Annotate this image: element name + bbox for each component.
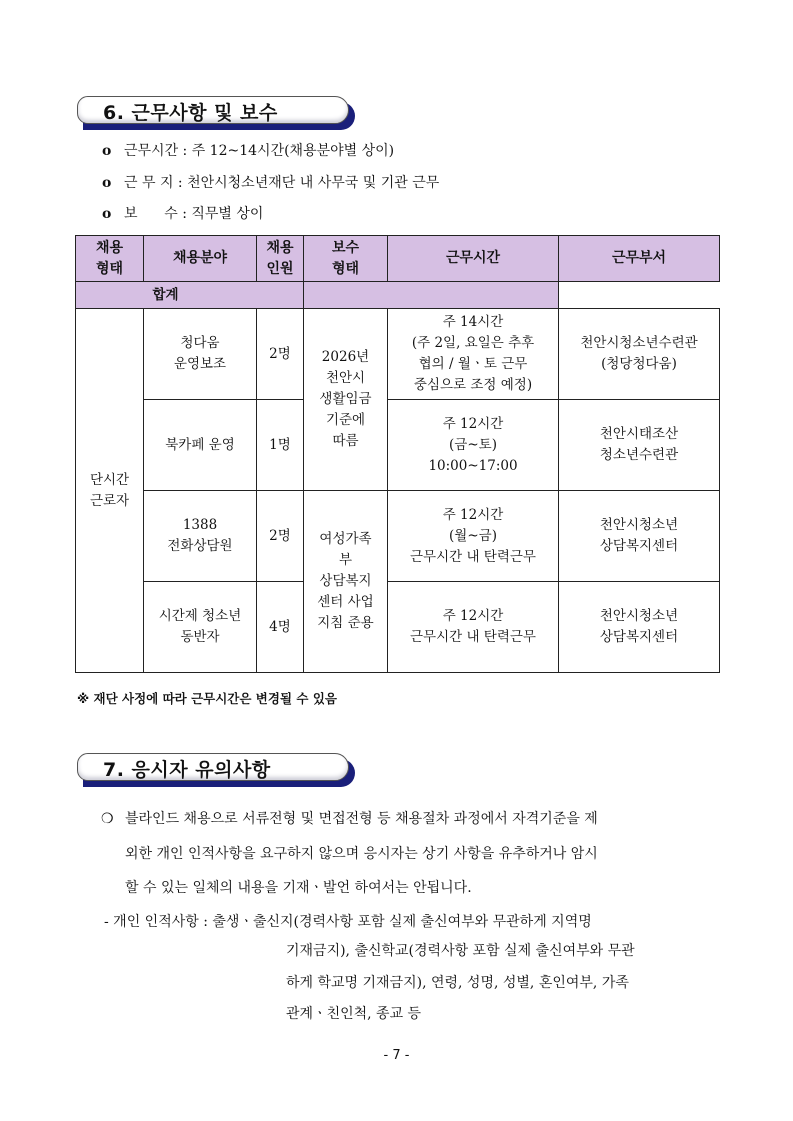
hours-cell: 주 12시간 근무시간 내 탄력근무: [388, 582, 559, 673]
sum-empty: [304, 282, 559, 309]
table-row: [76, 582, 720, 673]
bullet-mark: o: [102, 206, 112, 222]
circle-bullet: ❍: [101, 811, 114, 827]
sub-item-label: - 개인 인적사항 :: [104, 914, 213, 930]
sum-label: [76, 282, 304, 309]
bullet-mark: o: [102, 143, 112, 159]
paragraph-line: [101, 808, 598, 828]
pay-type-group1: 2026년 천안시 생활임금 기준에 따름: [304, 309, 388, 491]
table-row: [76, 309, 720, 400]
sub-item-line: [104, 911, 592, 931]
sum-label-text: 합계: [152, 286, 179, 303]
count-cell: 2명: [257, 309, 304, 400]
work-conditions-table: [75, 235, 720, 673]
hours-cell: 주 12시간 (금~토) 10:00~17:00: [388, 400, 559, 491]
hours-cell: 주 14시간 (주 2일, 요일은 추후 협의 / 월ㆍ토 근무 중심으로 조정 예정): [388, 309, 559, 400]
bullet-text: 근 무 지 : 천안시청소년재단 내 사무국 및 기관 근무: [124, 175, 440, 191]
section-6-header: [77, 96, 355, 130]
field-cell: 1388 전화상담원: [144, 491, 257, 582]
table-sum-row: [76, 282, 720, 309]
bullet-mark: o: [102, 175, 112, 191]
bullet-text: 보 수 : 직무별 상이: [124, 206, 264, 222]
section-6-title: 6. 근무사항 및 보수: [103, 102, 278, 124]
header-field: 채용분야: [144, 236, 257, 282]
section-7-title: 7. 응시자 유의사항: [103, 759, 271, 781]
header-dept: 근무부서: [559, 236, 720, 282]
table-note: ※ 재단 사정에 따라 근무시간은 변경될 수 있음: [77, 691, 337, 706]
header-hours: 근무시간: [388, 236, 559, 282]
field-cell: 청다움 운영보조: [144, 309, 257, 400]
sub-item-line: 관계ㆍ친인척, 종교 등: [286, 1006, 422, 1022]
dept-cell: 천안시태조산 청소년수련관: [559, 400, 720, 491]
bullet-work-place: [102, 172, 439, 192]
section-7-header: [77, 753, 355, 787]
employment-type: 단시간 근로자: [76, 309, 144, 673]
dept-cell: 천안시청소년 상담복지센터: [559, 491, 720, 582]
bullet-text: 근무시간 : 주 12~14시간(채용분야별 상이): [124, 143, 395, 159]
pay-type-group2: 여성가족 부 상담복지 센터 사업 지침 준용: [304, 491, 388, 673]
sub-item-line: 기재금지), 출신학교(경력사항 포함 실제 출신여부와 무관: [286, 943, 635, 959]
page-number: - 7 -: [383, 1048, 410, 1063]
count-cell: 4명: [257, 582, 304, 673]
paragraph-text: 블라인드 채용으로 서류전형 및 면접전형 등 채용절차 과정에서 자격기준을 제: [125, 811, 598, 827]
paragraph-line: 외한 개인 인적사항을 요구하지 않으며 응시자는 상기 사항을 유추하거나 암시: [125, 846, 598, 862]
field-cell: 시간제 청소년 동반자: [144, 582, 257, 673]
header-count: 채용 인원: [257, 236, 304, 282]
dept-cell: 천안시청소년 상담복지센터: [559, 582, 720, 673]
bullet-pay: [102, 203, 263, 223]
dept-cell: 천안시청소년수련관 (청당청다움): [559, 309, 720, 400]
table-row: [76, 491, 720, 582]
count-cell: 2명: [257, 491, 304, 582]
field-cell: 북카페 운영: [144, 400, 257, 491]
paragraph-line: 할 수 있는 일체의 내용을 기재ㆍ발언 하여서는 안됩니다.: [125, 880, 472, 896]
table-header-row: [76, 236, 720, 282]
table-row: [76, 400, 720, 491]
bullet-work-hours: [102, 140, 394, 160]
header-pay: 보수 형태: [304, 236, 388, 282]
sub-item-text: 출생ㆍ출신지(경력사항 포함 실제 출신여부와 무관하게 지역명: [212, 914, 592, 930]
hours-cell: 주 12시간 (월~금) 근무시간 내 탄력근무: [388, 491, 559, 582]
header-type: 채용 형태: [76, 236, 144, 282]
count-cell: 1명: [257, 400, 304, 491]
sub-item-line: 하게 학교명 기재금지), 연령, 성명, 성별, 혼인여부, 가족: [286, 975, 629, 991]
